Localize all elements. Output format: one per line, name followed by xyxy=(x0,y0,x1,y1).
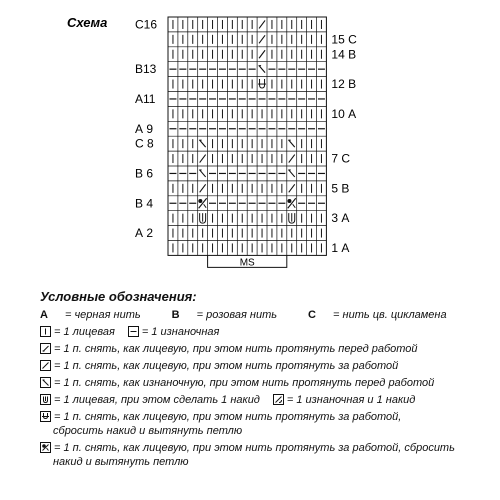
slip-knit-yarn-front-icon xyxy=(40,343,51,354)
row-label-right: 1 А xyxy=(331,240,350,255)
purl-stitch-icon xyxy=(128,326,139,337)
repeat-label: MS xyxy=(239,257,255,269)
chart-grid xyxy=(168,17,326,255)
cell-slip-purl-yarn-front xyxy=(288,140,295,147)
cell-slip-knit-drop-yo xyxy=(258,79,266,88)
legend-colors xyxy=(40,308,495,322)
row-label-left: В 6 xyxy=(135,166,154,181)
legend-drop-yo: = 1 п. снять, как лицевую, при этом нить протянуть за работой, сбросить накид и вытянуть петлю xyxy=(40,410,495,438)
cell-slip-knit-yarn-back xyxy=(259,50,265,58)
legend-slip-knit-back: = 1 п. снять, как лицевую, при этом нить протянуть за работой xyxy=(40,359,495,373)
repeat-bracket xyxy=(208,255,287,268)
slip-drop-yo-icon xyxy=(40,411,51,422)
legend-knit-text: = 1 лицевая xyxy=(54,326,115,338)
cell-slip-purl-yarn-front xyxy=(288,170,295,177)
cell-slip-knit-yarn-back xyxy=(259,35,265,43)
cell-slip-purl-yarn-front xyxy=(259,66,266,73)
legend xyxy=(40,290,495,469)
cell-slip-knit-yarn-back-drop-yo xyxy=(287,198,295,208)
cell-slip-knit-yarn-back xyxy=(289,155,295,163)
cell-slip-knit-yarn-back xyxy=(200,155,206,163)
row-label-right: 15 С xyxy=(331,32,357,47)
purl-yo-icon xyxy=(273,394,284,405)
cell-slip-knit-yarn-back xyxy=(259,20,265,28)
cell-slip-knit-yarn-back-drop-yo xyxy=(198,198,206,208)
cell-slip-purl-yarn-front xyxy=(199,170,206,177)
row-label-left: С 8 xyxy=(135,136,154,151)
cell-knit-yo xyxy=(289,213,295,223)
row-label-right: 14 В xyxy=(331,47,357,62)
row-label-left: С16 xyxy=(135,17,158,32)
row-label-right: 5 В xyxy=(331,181,350,196)
cell-knit-yo xyxy=(200,213,206,223)
row-label-left: А11 xyxy=(135,91,156,106)
row-label-right: 10 А xyxy=(331,106,357,121)
knit-yo-icon xyxy=(40,394,51,405)
row-label-left: А 2 xyxy=(135,226,154,241)
row-label-left: А 9 xyxy=(135,121,154,136)
row-label-left: В 4 xyxy=(135,196,154,211)
row-label-right: 7 С xyxy=(331,151,351,166)
cell-slip-knit-yarn-back xyxy=(200,184,206,192)
legend-heading: Условные обозначения: xyxy=(40,289,197,304)
legend-color-c: С = нить цв. цикламена xyxy=(308,309,447,321)
legend-knit-purl xyxy=(40,325,495,339)
legend-slip-knit-front: = 1 п. снять, как лицевую, при этом нить протянуть перед работой xyxy=(40,342,495,356)
chart-title: Схема xyxy=(67,15,108,30)
legend-slip-purl-front: = 1 п. снять, как изнаночную, при этом нить протянуть перед работой xyxy=(40,376,495,390)
cell-slip-knit-yarn-back xyxy=(289,184,295,192)
legend-knit-yo: = 1 лицевая, при этом сделать 1 накид = 1 изнаночная и 1 накид xyxy=(40,393,495,407)
knit-stitch-icon xyxy=(40,326,51,337)
row-label-left: В13 xyxy=(135,62,157,77)
legend-color-a: А = черная нить xyxy=(40,309,141,321)
cell-slip-purl-yarn-front xyxy=(199,140,206,147)
row-label-right: 12 В xyxy=(331,77,357,92)
slip-yarn-back-drop-yo-icon xyxy=(40,442,51,453)
legend-purl-text: = 1 изнаночная xyxy=(141,326,220,338)
legend-drop-yo-2: = 1 п. снять, как лицевую, при этом нить протянуть за работой, сбросить накид и вытянуть петлю xyxy=(40,441,495,469)
slip-purl-yarn-front-icon xyxy=(40,377,51,388)
legend-color-b: В = розовая нить xyxy=(171,309,278,321)
slip-knit-yarn-back-icon xyxy=(40,360,51,371)
row-label-right: 3 А xyxy=(331,211,350,226)
